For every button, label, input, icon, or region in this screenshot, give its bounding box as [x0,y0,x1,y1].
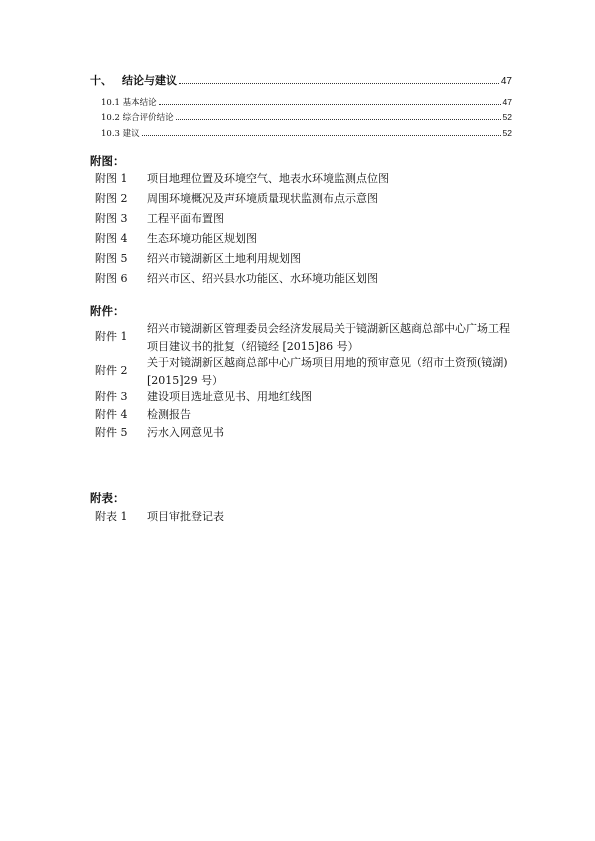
attachment-title: 绍兴市镜湖新区管理委员会经济发展局关于镜湖新区越商总部中心广场工程项目建议书的批复（绍镜经 [2015]86 号） [147,322,510,353]
attachment-item [95,388,512,406]
attachment-label: 附件 2 [95,364,128,377]
attachment-title: 关于对镜湖新区越商总部中心广场项目用地的预审意见（绍市土资预(镜湖)[2015]29 号） [147,356,508,387]
toc-page-number: 47 [500,76,512,87]
toc-entry-chapter-10[interactable] [90,72,512,88]
figure-label: 附图 4 [95,232,128,245]
figure-title: 绍兴市镜湖新区土地利用规划图 [147,252,301,265]
figure-title: 周围环境概况及声环境质量现状监测布点示意图 [147,192,378,205]
figure-label: 附图 1 [95,172,128,185]
figure-item [95,210,512,228]
attachment-label: 附件 3 [95,390,128,403]
figure-label: 附图 5 [95,252,128,265]
toc-page-number: 47 [502,97,512,107]
figure-item [95,250,512,268]
toc-page-number: 52 [502,112,512,122]
toc-entry-10-2[interactable] [101,111,512,123]
attachment-item [95,354,512,389]
tables-heading: 附表： [90,491,125,505]
toc-page-number: 52 [502,128,512,138]
toc-chapter-number: 十、 [90,74,112,87]
figure-title: 绍兴市区、绍兴县水功能区、水环境功能区划图 [147,272,378,285]
toc-leader-dots [142,135,501,136]
toc-chapter-title: 结论与建议 [122,74,177,87]
figure-item [95,170,512,188]
table-title: 项目审批登记表 [147,510,224,523]
toc-leader-dots [179,83,499,84]
table-label: 附表 1 [95,510,128,523]
attachment-item [95,424,512,442]
attachments-heading: 附件： [90,304,125,318]
toc-entry-10-1[interactable] [101,96,512,108]
attachment-label: 附件 5 [95,426,128,439]
figure-title: 生态环境功能区规划图 [147,232,257,245]
figure-label: 附图 6 [95,272,128,285]
figure-title: 工程平面布置图 [147,212,224,225]
figures-heading: 附图： [90,154,125,168]
attachment-title: 建设项目选址意见书、用地红线图 [147,390,312,403]
table-item [95,508,512,526]
attachment-title: 检测报告 [147,408,191,421]
figure-item [95,230,512,248]
toc-sub-label: 10.3 建议 [101,129,140,139]
figure-label: 附图 2 [95,192,128,205]
attachment-item [95,320,512,355]
attachment-title: 污水入网意见书 [147,426,224,439]
toc-leader-dots [159,104,501,105]
toc-leader-dots [176,119,501,120]
attachment-label: 附件 4 [95,408,128,421]
attachment-label: 附件 1 [95,330,128,343]
toc-entry-10-3[interactable] [101,127,512,139]
figure-label: 附图 3 [95,212,128,225]
figure-item [95,190,512,208]
figure-title: 项目地理位置及环境空气、地表水环境监测点位图 [147,172,389,185]
toc-sub-label: 10.2 综合评价结论 [101,113,174,123]
toc-sub-label: 10.1 基本结论 [101,98,157,108]
figure-item [95,270,512,288]
attachment-item [95,406,512,424]
